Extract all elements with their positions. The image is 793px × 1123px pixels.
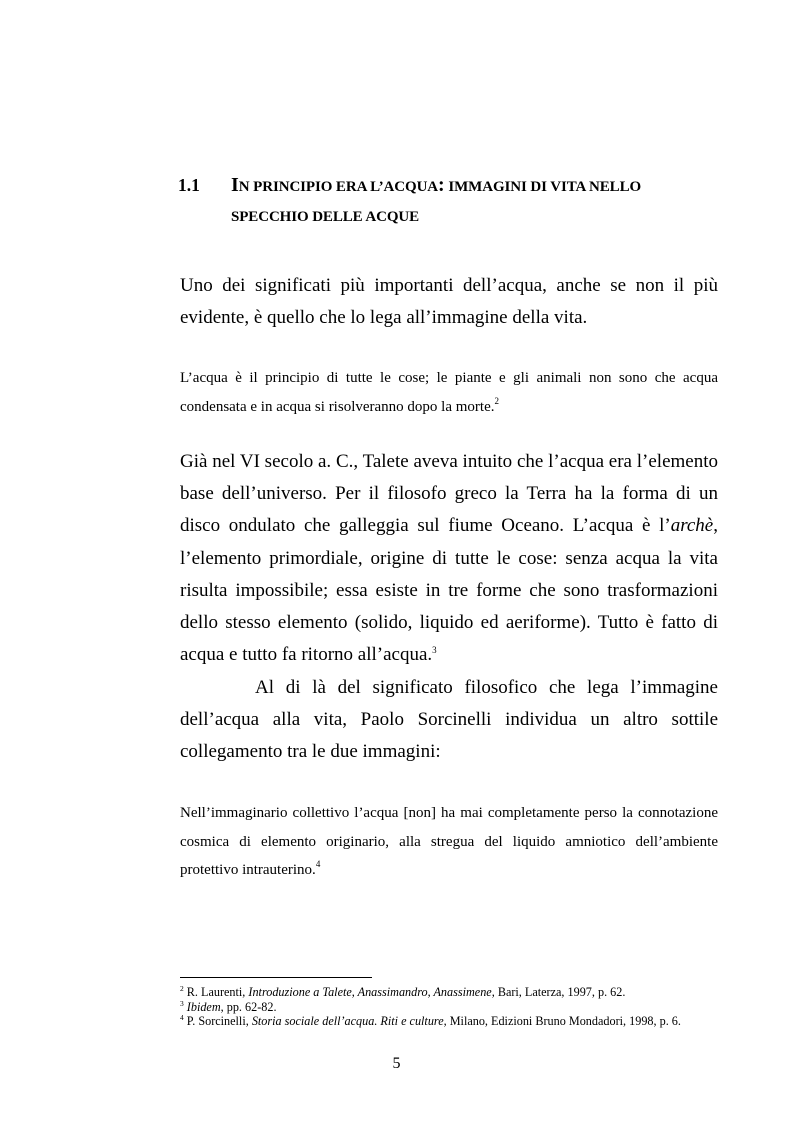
title-initial: I (231, 174, 239, 196)
footnote-text: , pp. 62-82. (220, 999, 277, 1014)
footnote-text: P. Sorcinelli, (186, 1014, 252, 1029)
block-quote-1 (180, 364, 718, 421)
footnote-number: 4 (180, 1013, 184, 1023)
section-title-line-2: SPECCHIO DELLE ACQUE (231, 209, 420, 225)
talete-text-2: , l’elemento primordiale, origine di tutte le cose: senza acqua la vita risulta impossibile; essa esiste in tre forme che sono trasformazioni dello stesso elemento (solido, liquido ed aeriforme). Tutto è fatto di acqua e tutto fa ritorno all’acqua. (180, 515, 718, 666)
talete-text-1: Già nel VI secolo a. C., Talete aveva intuito che l’acqua era l’elemento base dell’universo. Per il filosofo greco la Terra ha la forma di un disco ondulato che galleggia sul fiume Oceano. L’acqua è l’ (180, 451, 718, 537)
title-part-tail: IMMAGINI DI VITA NELLO (444, 179, 642, 195)
footnotes (180, 985, 718, 1029)
footnote-text: Milano, Edizioni Bruno Mondadori, 1998, p. 6. (446, 1014, 681, 1029)
page-number: 5 (392, 1055, 401, 1072)
title-colon: : (438, 174, 445, 196)
title-part: N PRINCIPIO ERA L’ACQUA (238, 179, 439, 195)
footnote-2 (180, 985, 718, 1000)
footnote-3 (180, 1000, 718, 1015)
footnote-title: Introduzione a Talete, Anassimandro, Anassimene, (248, 985, 495, 999)
footnote-number: 2 (180, 984, 184, 993)
quote-1-text: L’acqua è il principio di tutte le cose; le piante e gli animali non sono che acqua condensata e in acqua si risolveranno dopo la morte. (180, 370, 718, 415)
footnote-ref-3: 3 (432, 645, 437, 656)
arche-term: archè (670, 515, 714, 537)
footnote-title: Ibidem (186, 999, 221, 1014)
footnote-ref-4: 4 (315, 859, 321, 869)
quote-2-text: Nell’immaginario collettivo l’acqua [non] ha mai completamente perso la connotazione cosmica di elemento originario, alla stregua del liquido amniotico dell’ambiente protettivo intrauterino. (180, 805, 718, 878)
sorcinelli-paragraph: Al di là del significato filosofico che lega l’immagine dell’acqua alla vita, Paolo Sorcinelli individua un altro sottile collegamento tra le due immagini: (180, 677, 718, 763)
talete-paragraph (180, 446, 718, 671)
footnote-number: 3 (180, 998, 184, 1008)
footnote-ref-2: 2 (494, 395, 499, 406)
intro-paragraph: Uno dei significati più importanti dell’acqua, anche se non il più evidente, è quello che lo lega all’immagine della vita. (180, 275, 718, 329)
footnote-title: Storia sociale dell’acqua. Riti e culture, (251, 1014, 447, 1029)
footnote-text: Bari, Laterza, 1997, p. 62. (494, 985, 626, 999)
section-number: 1.1 (178, 175, 200, 195)
footnote-4 (180, 1014, 718, 1029)
footnote-text: R. Laurenti, (186, 985, 249, 999)
block-quote-2 (180, 799, 718, 885)
footnote-separator (180, 977, 372, 978)
